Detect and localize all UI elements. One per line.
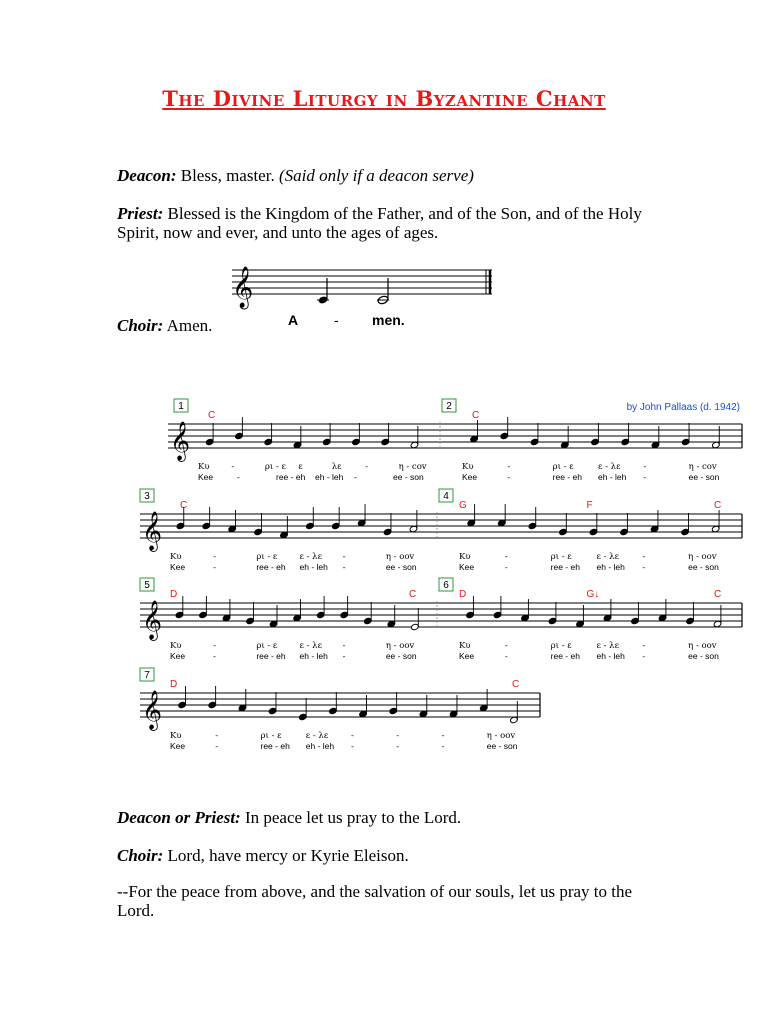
litany-paragraph <box>117 808 657 827</box>
measure-number: 5 <box>144 580 150 591</box>
greek-lyric: ρι - ε <box>256 552 278 562</box>
greek-lyric: - <box>504 641 508 651</box>
greek-lyric: - <box>396 731 400 741</box>
latin-lyric: ee - son <box>688 472 720 482</box>
treble-clef-icon: 𝄞 <box>142 512 163 550</box>
priest-text: Blessed is the Kingdom of the Father, and of the Son, and of the Holy Spirit, now and ever, and unto the ages of ages. <box>117 204 642 242</box>
litany-speaker: Deacon or Priest: <box>117 808 241 827</box>
treble-clef-icon: 𝄞 <box>142 601 163 639</box>
latin-lyric: ree - eh <box>550 651 580 661</box>
kyrie-score <box>0 395 768 755</box>
latin-lyric: eh - leh <box>598 472 627 482</box>
greek-lyric: η - oov <box>385 552 415 562</box>
greek-lyric: η - oov <box>688 641 717 651</box>
chord-symbol: D <box>459 589 467 600</box>
greek-lyric: ε - λε <box>596 552 619 562</box>
greek-lyric: ε - λε <box>299 641 322 651</box>
latin-lyric: Kee <box>170 741 186 751</box>
score-attribution: by John Pallaas (d. 1942) <box>626 402 740 413</box>
latin-lyric: - <box>504 562 508 572</box>
greek-lyric: ρι - ε <box>550 552 572 562</box>
choir-response-paragraph <box>117 846 657 865</box>
greek-lyric: λε <box>331 462 342 472</box>
greek-lyric: - <box>231 462 235 472</box>
greek-lyric: η - oov <box>688 552 717 562</box>
measure-number: 4 <box>443 491 449 502</box>
greek-lyric: - <box>504 552 508 562</box>
greek-lyric: - <box>441 731 445 741</box>
priest-paragraph <box>117 204 657 242</box>
greek-lyric: - <box>213 552 217 562</box>
chord-symbol: C <box>714 589 722 600</box>
treble-clef-icon: 𝄞 <box>142 691 163 729</box>
measure-number: 3 <box>144 491 150 502</box>
latin-lyric: eh - leh <box>299 651 328 661</box>
treble-clef-icon: 𝄞 <box>232 266 254 307</box>
latin-lyric: - <box>642 651 646 661</box>
deacon-text: Bless, master. <box>180 166 275 185</box>
latin-lyric: Kee <box>170 651 186 661</box>
greek-lyric: η - oov <box>486 731 516 741</box>
choir-speaker: Choir: <box>117 316 164 335</box>
greek-lyric: - <box>643 462 647 472</box>
greek-lyric: ε - λε <box>598 462 621 472</box>
greek-lyric: - <box>507 462 511 472</box>
latin-lyric: - <box>507 472 511 482</box>
greek-lyric: - <box>215 731 219 741</box>
choir-response-speaker: Choir: <box>117 846 164 865</box>
latin-lyric: ree - eh <box>260 741 290 751</box>
greek-lyric: - <box>642 641 646 651</box>
greek-lyric: ρι - ε <box>552 462 574 472</box>
latin-lyric: eh - leh <box>315 472 344 482</box>
latin-lyric: - <box>215 741 219 751</box>
greek-lyric: - <box>642 552 646 562</box>
greek-lyric: ε - λε <box>305 731 329 741</box>
greek-lyric: Κυ <box>170 552 182 562</box>
latin-lyric: - <box>354 472 357 482</box>
chord-symbol: C <box>512 679 520 690</box>
latin-lyric: - <box>396 741 400 751</box>
chord-symbol: D <box>170 679 178 690</box>
latin-lyric: eh - leh <box>299 562 328 572</box>
choir-amen-text: Amen. <box>166 316 213 335</box>
latin-lyric: - <box>237 472 240 482</box>
priest-speaker: Priest: <box>117 204 164 223</box>
latin-lyric: ee - son <box>688 562 719 572</box>
chord-symbol: D <box>170 589 178 600</box>
latin-lyric: ee - son <box>393 472 424 482</box>
measure-number: 6 <box>443 580 449 591</box>
greek-lyric: ρι - ε <box>550 641 572 651</box>
latin-lyric: ree - eh <box>256 562 286 572</box>
latin-lyric: ree - eh <box>552 472 582 482</box>
latin-lyric: Kee <box>459 651 475 661</box>
latin-lyric: Kee <box>462 472 478 482</box>
latin-lyric: Kee <box>198 472 214 482</box>
deacon-speaker: Deacon: <box>117 166 177 185</box>
greek-lyric: Κυ <box>462 462 474 472</box>
greek-lyric: ρι - ε <box>260 731 282 741</box>
chord-symbol: G↓ <box>586 589 600 600</box>
latin-lyric: ree - eh <box>276 472 306 482</box>
greek-lyric: η - oov <box>385 641 415 651</box>
latin-lyric: - <box>504 651 508 661</box>
latin-lyric: ree - eh <box>550 562 580 572</box>
greek-lyric: ε - λε <box>299 552 322 562</box>
latin-lyric: - <box>342 562 346 572</box>
greek-lyric: η - cov <box>398 462 427 472</box>
latin-lyric: ee - son <box>385 562 417 572</box>
latin-lyric: eh - leh <box>305 741 335 751</box>
measure-number: 7 <box>144 670 150 681</box>
chord-symbol: C <box>714 500 722 511</box>
chord-symbol: C <box>409 589 417 600</box>
latin-lyric: ree - eh <box>256 651 286 661</box>
amen-syllable-2: - <box>334 312 339 328</box>
measure-number: 1 <box>178 401 184 412</box>
latin-lyric: ee - son <box>688 651 719 661</box>
greek-lyric: - <box>365 462 369 472</box>
choir-response-text: Lord, have mercy or Kyrie Eleison. <box>167 846 409 865</box>
greek-lyric: η - cov <box>688 462 717 472</box>
greek-lyric: ε <box>298 462 303 472</box>
petition-text: --For the peace from above, and the salvation of our souls, let us pray to the Lord. <box>117 882 633 920</box>
latin-lyric: eh - leh <box>596 562 625 572</box>
chord-symbol: C <box>472 410 480 421</box>
latin-lyric: - <box>213 651 217 661</box>
deacon-paragraph <box>117 166 657 185</box>
greek-lyric: - <box>342 641 346 651</box>
greek-lyric: Κυ <box>459 641 471 651</box>
latin-lyric: - <box>342 651 346 661</box>
petition-paragraph <box>117 882 647 920</box>
latin-lyric: Kee <box>170 562 186 572</box>
greek-lyric: Κυ <box>170 641 182 651</box>
latin-lyric: Kee <box>459 562 475 572</box>
latin-lyric: - <box>441 741 445 751</box>
measure-number: 2 <box>446 401 452 412</box>
greek-lyric: Κυ <box>198 462 210 472</box>
chord-symbol: G <box>459 500 467 511</box>
greek-lyric: ρι - ε <box>264 462 286 472</box>
latin-lyric: ee - son <box>385 651 417 661</box>
chord-symbol: F <box>586 500 593 511</box>
greek-lyric: - <box>213 641 217 651</box>
greek-lyric: - <box>351 731 354 741</box>
amen-syllable-1: A <box>288 312 299 328</box>
document-title: The Divine Liturgy in Byzantine Chant <box>162 86 606 111</box>
greek-lyric: Κυ <box>170 731 182 741</box>
amen-syllable-3: men. <box>372 312 405 328</box>
greek-lyric: Κυ <box>459 552 471 562</box>
greek-lyric: ε - λε <box>596 641 619 651</box>
litany-text: In peace let us pray to the Lord. <box>244 808 462 827</box>
latin-lyric: ee - son <box>486 741 518 751</box>
deacon-note: (Said only if a deacon serve) <box>278 166 474 185</box>
latin-lyric: - <box>213 562 217 572</box>
latin-lyric: - <box>351 741 354 751</box>
latin-lyric: - <box>642 562 646 572</box>
greek-lyric: ρι - ε <box>256 641 278 651</box>
treble-clef-icon: 𝄞 <box>170 422 191 460</box>
latin-lyric: eh - leh <box>596 651 625 661</box>
latin-lyric: - <box>643 472 647 482</box>
chord-symbol: C <box>208 410 216 421</box>
greek-lyric: - <box>342 552 346 562</box>
choir-amen-paragraph <box>117 316 657 335</box>
chord-symbol: C <box>180 500 188 511</box>
